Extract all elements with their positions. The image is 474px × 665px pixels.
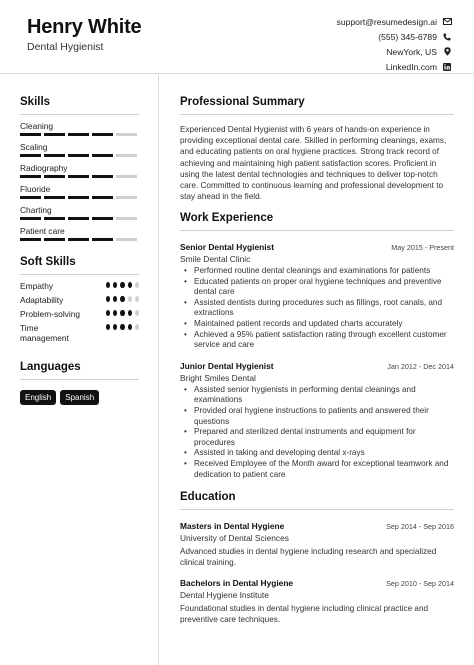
skill-item [20, 205, 139, 220]
soft-skill-item [20, 309, 139, 319]
job-bullet: • Prepared and sterilized dental instruments and equipment for procedures [180, 427, 454, 448]
rating-dot-filled [113, 296, 117, 302]
soft-skill-rating [106, 281, 139, 288]
skills-list [20, 121, 139, 241]
rating-dot-filled [128, 282, 132, 288]
job-bullet: • Received Employee of the Month award for exceptional teamwork and dedication to patient care [180, 459, 454, 480]
location-text: NewYork, US [386, 46, 437, 57]
section-divider [20, 379, 139, 380]
skill-label: Fluoride [20, 184, 51, 194]
soft-skills-section [20, 256, 139, 343]
education-section [180, 491, 454, 625]
rating-dot-empty [128, 296, 132, 302]
rating-dot-filled [128, 310, 132, 316]
contact-email[interactable] [337, 14, 452, 29]
skill-segment-filled [20, 175, 41, 178]
skill-level-bar [20, 238, 139, 241]
section-divider [20, 114, 139, 115]
candidate-role: Dental Hygienist [27, 41, 104, 53]
soft-skill-label: Problem-solving [20, 309, 81, 319]
skill-segment-filled [68, 154, 89, 157]
phone-text[interactable]: (555) 345-6789 [378, 31, 437, 42]
education-dates: Sep 2010 - Sep 2014 [386, 579, 454, 589]
rating-dot-filled [120, 282, 124, 288]
job-bullet: • Maintained patient records and updated charts accurately [180, 319, 454, 330]
skill-segment-empty [116, 154, 137, 157]
skill-label: Radiography [20, 163, 68, 173]
language-badge: English [20, 390, 56, 405]
contact-info [337, 14, 452, 74]
job-bullet: • Achieved a 95% patient satisfaction rating through excellent customer service and care [180, 330, 454, 351]
skill-label: Patient care [20, 226, 65, 236]
education-entry [180, 521, 454, 568]
rating-dot-filled [120, 324, 124, 330]
phone-icon [442, 33, 452, 41]
rating-dot-filled [128, 324, 132, 330]
skill-segment-filled [20, 238, 41, 241]
skill-segment-empty [116, 175, 137, 178]
skill-segment-empty [116, 196, 137, 199]
rating-dot-empty [135, 324, 139, 330]
skill-segment-filled [20, 217, 41, 220]
experience-section [180, 212, 454, 480]
school-name: Dental Hygiene Institute [180, 590, 269, 601]
skill-level-bar [20, 196, 139, 199]
rating-dot-filled [120, 310, 124, 316]
rating-dot-filled [106, 324, 110, 330]
resume-header [0, 0, 474, 74]
skill-segment-filled [44, 175, 65, 178]
job-entry [180, 361, 454, 480]
rating-dot-filled [113, 310, 117, 316]
skill-segment-filled [44, 196, 65, 199]
soft-skill-label: Time management [20, 323, 69, 343]
experience-title: Work Experience [180, 212, 274, 224]
job-bullets [180, 385, 454, 480]
rating-dot-empty [135, 296, 139, 302]
skill-segment-empty [116, 133, 137, 136]
education-title: Education [180, 491, 236, 503]
degree-title: Masters in Dental Hygiene [180, 521, 285, 531]
soft-skill-item [20, 281, 139, 291]
soft-skill-item [20, 295, 139, 305]
languages-section [20, 361, 139, 405]
soft-skill-label: Empathy [20, 281, 54, 291]
rating-dot-filled [106, 310, 110, 316]
rating-dot-filled [106, 296, 110, 302]
skill-level-bar [20, 175, 139, 178]
skill-segment-empty [116, 238, 137, 241]
skill-segment-filled [20, 133, 41, 136]
skill-segment-filled [44, 238, 65, 241]
soft-skill-label: Adaptability [20, 295, 64, 305]
summary-text: Experienced Dental Hygienist with 6 years of hands-on experience in providing exceptional dental care. Skilled in performing cleanings, exams, and educating patients on oral hygiene practices. Strong track record of achieving and maintaining high patient satisfaction scores. Proficient in using the latest dental technologies and techniques to deliver top-notch care. Committed to continuous learning and professional development to stay ahead in the field. [180, 125, 447, 202]
main-content [160, 75, 474, 665]
job-dates: Jan 2012 - Dec 2014 [387, 361, 454, 371]
skill-segment-filled [20, 196, 41, 199]
job-bullet: • Performed routine dental cleanings and examinations for patients [180, 266, 454, 277]
job-employer: Smile Dental Clinic [180, 254, 251, 264]
job-bullets [180, 266, 454, 351]
language-badge: Spanish [60, 390, 99, 405]
rating-dot-filled [113, 282, 117, 288]
sidebar [0, 75, 159, 665]
skill-segment-filled [44, 217, 65, 220]
skills-section [20, 96, 139, 241]
skill-item [20, 142, 139, 157]
rating-dot-filled [113, 324, 117, 330]
skill-label: Scaling [20, 142, 48, 152]
skill-label: Cleaning [20, 121, 54, 131]
section-divider [180, 230, 454, 231]
summary-title: Professional Summary [180, 96, 305, 108]
education-entry [180, 578, 454, 625]
skill-segment-filled [68, 175, 89, 178]
skill-item [20, 121, 139, 136]
skills-title: Skills [20, 96, 51, 108]
skill-segment-filled [92, 238, 113, 241]
skill-segment-filled [92, 175, 113, 178]
rating-dot-filled [106, 282, 110, 288]
skill-segment-filled [44, 154, 65, 157]
job-bullet: • Educated patients on proper oral hygiene techniques and preventive dental care [180, 277, 454, 298]
skill-item [20, 163, 139, 178]
summary-section [180, 96, 454, 202]
skill-segment-filled [92, 217, 113, 220]
job-title: Junior Dental Hygienist [180, 360, 274, 371]
skill-item [20, 184, 139, 199]
email-text[interactable]: support@resumedesign.ai [336, 16, 437, 27]
section-divider [180, 114, 454, 115]
contact-phone[interactable] [337, 29, 452, 44]
skill-segment-filled [20, 154, 41, 157]
skill-segment-filled [68, 133, 89, 136]
email-icon [442, 18, 452, 25]
skill-segment-empty [116, 217, 137, 220]
education-description: Advanced studies in dental hygiene including research and specialized clinical training. [180, 547, 437, 567]
soft-skill-item [20, 323, 139, 343]
education-dates: Sep 2014 - Sep 2016 [386, 522, 454, 531]
job-dates: May 2015 - Present [391, 243, 454, 252]
job-employer: Bright Smiles Dental [180, 372, 256, 383]
section-divider [180, 509, 454, 510]
soft-skill-rating [106, 309, 139, 316]
rating-dot-empty [135, 282, 139, 288]
soft-skill-rating [106, 323, 139, 330]
skill-segment-filled [92, 154, 113, 157]
job-bullet: • Assisted senior hygienists in performing dental cleanings and examinations [180, 385, 454, 406]
skill-item [20, 226, 139, 241]
job-bullet: • Assisted in taking and developing dental x-rays [180, 448, 454, 459]
skill-segment-filled [44, 133, 65, 136]
section-divider [20, 274, 139, 275]
skill-segment-filled [92, 133, 113, 136]
candidate-name: Henry White [27, 16, 142, 38]
languages-list [20, 390, 139, 405]
skill-level-bar [20, 217, 139, 220]
rating-dot-filled [120, 296, 124, 302]
education-description: Foundational studies in dental hygiene including clinical practice and preventive care techniques. [180, 604, 429, 624]
rating-dot-empty [135, 310, 139, 316]
skill-segment-filled [92, 196, 113, 199]
skill-segment-filled [68, 217, 89, 220]
skill-level-bar [20, 154, 139, 157]
contact-linkedin[interactable] [337, 59, 452, 74]
job-bullet: • Provided oral hygiene instructions to patients and answered their questions [180, 406, 454, 427]
linkedin-text[interactable]: LinkedIn.com [385, 61, 437, 72]
skill-label: Charting [20, 205, 52, 215]
linkedin-icon [442, 63, 452, 71]
job-title: Senior Dental Hygienist [180, 242, 275, 252]
soft-skills-title: Soft Skills [20, 256, 76, 268]
degree-title: Bachelors in Dental Hygiene [180, 578, 294, 589]
contact-location [337, 44, 452, 59]
soft-skill-rating [106, 295, 139, 302]
skill-segment-filled [68, 238, 89, 241]
job-bullet: • Assisted dentists during procedures such as fillings, root canals, and extractions [180, 298, 454, 319]
skill-segment-filled [68, 196, 89, 199]
location-pin-icon [442, 47, 452, 56]
soft-skills-list [20, 281, 139, 343]
job-entry [180, 242, 454, 351]
skill-level-bar [20, 133, 139, 136]
school-name: University of Dental Sciences [180, 533, 289, 543]
languages-title: Languages [20, 361, 81, 373]
